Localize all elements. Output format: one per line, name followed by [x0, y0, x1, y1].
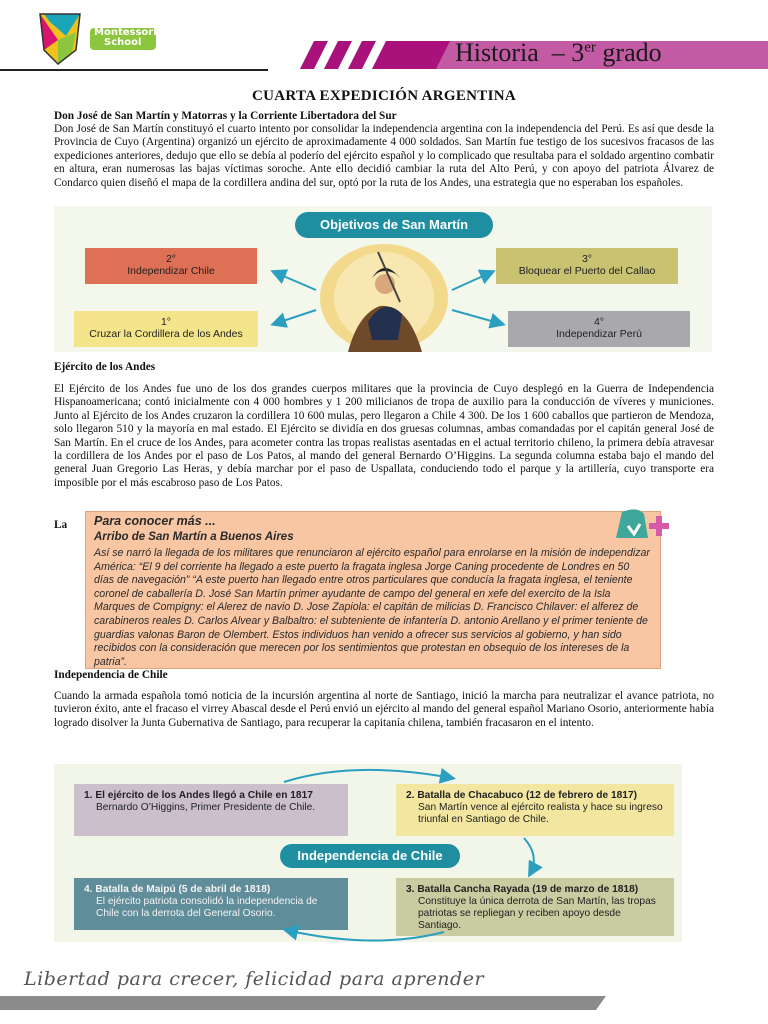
- info-box-title: Para conocer más ...: [94, 514, 216, 528]
- san-martin-portrait-icon: [318, 244, 450, 352]
- section-body-san-martin: Don José de San Martín constituyó el cuarto intento por consolidar la independencia argentina con la independencia del Perú. Es así que desde la Provincia de Cuyo (Argentina) organizó un ejército de aproximadamente 4 000 soldados. San Martín fue testigo de los sucesivos fracasos de las expediciones anteriores, dedujo que ello se debía al poderío del ejército español y lo complicado que resultaba para el soldado argentino combatir en altura, eran numerosas las bajas víctimas soroche. Ante ello decidió cambiar la ruta del Alto Perú, y con apoyo del patriota Álvarez de Condarco quien diseñó el mapa de la cordillera andina del sur, optó por la ruta de los Andes, una estrategia que no esperaban los españoles.: [54, 123, 714, 189]
- section-heading-san-martin: Don José de San Martín y Matorras y la Corriente Libertadora del Sur: [54, 110, 397, 122]
- flow-arrows: [54, 764, 682, 942]
- objective-box-2: 2° Independizar Chile: [85, 248, 257, 284]
- logo-text-line1: Montessori: [94, 27, 157, 38]
- section-heading-independencia: Independencia de Chile: [54, 669, 168, 681]
- objective-box-1: 1° Cruzar la Cordillera de los Andes: [74, 311, 258, 347]
- objectives-figure: [54, 206, 712, 352]
- objective-box-4: 4° Independizar Perú: [508, 311, 690, 347]
- header-rule: [0, 69, 268, 71]
- independence-figure: [54, 764, 682, 942]
- footer-bar: [0, 996, 768, 1010]
- page-header-title: Historia – 3er grado: [455, 38, 662, 67]
- info-box-subtitle: Arribo de San Martín a Buenos Aires: [94, 531, 294, 543]
- objectives-title: Objetivos de San Martín: [295, 212, 493, 238]
- logo-text-line2: School: [104, 37, 142, 48]
- info-box-body: Así se narró la llegada de los militares que renunciaron al ejército español para enrolarse en la misión de independizar América: “El 9 del corriente ha llegado a este puerto la fragata inglesa Jorge Caning procedente de Londres en 50 días de navegación” “A este puerto han llegado entre otros particulares que conducía la fragata inglesa, el teniente coronel de caballería D. José San Martín primer ayudante de campo del general en xefe del exercito de la Isla Marques de Compigny: el Alerez de navio D. Jose Zapiola: el capitán de milicias D. Francisco Chilaver: el alferez de carabineros reales D. Carlos Alvear y Balbaltro: el subteniente de infantería D. antonio Arellano y el primer teniente de guardias valonas Baron de Olembert. Estos individuos han venido a ofrecer sus servicios al gobierno, y han sido recibidos con la consideración que merecen por los sentimientos que protestan en obsequio de los intereses de la patria”.: [94, 547, 650, 668]
- doctor-plus-icon: [614, 508, 676, 538]
- independence-title: Independencia de Chile: [280, 844, 460, 868]
- footer-motto: Libertad para crecer, felicidad para aprender: [24, 968, 485, 990]
- section-heading-ejercito: Ejército de los Andes: [54, 361, 156, 373]
- step-box-1: 1. El ejército de los Andes llegó a Chile en 1817 Bernardo O’Higgins, Primer Presidente de Chile.: [74, 784, 348, 836]
- step-box-3: 3. Batalla Cancha Rayada (19 de marzo de 1818) Constituye la única derrota de San Martín, las tropas patriotas se repliegan y reciben apoyo desde Santiago.: [396, 878, 674, 936]
- objective-box-3: 3° Bloquear el Puerto del Callao: [496, 248, 678, 284]
- school-logo: [36, 10, 166, 66]
- step-box-2: 2. Batalla de Chacabuco (12 de febrero de 1817) San Martín vence al ejército realista y hace su ingreso triunfal en Santiago de Chile.: [396, 784, 674, 836]
- section-body-ejercito: El Ejército de los Andes fue uno de los dos grandes cuerpos militares que la provincia de Cuyo desplegó en la Guerra de Independencia Hispanoamericana; contó inicialmente con 4 000 hombres y 1 200 milicianos de tropa de auxilio para la conducción de víveres y municiones. Junto al Ejército de los Andes cruzaron la cordillera 10 600 mulas, pero llegaron a Chile 4 300. De los 1 600 caballos que partieron de Mendoza, solo llegaron 510 y la mayoría en mal estado. El Ejército se dividía en dos gruesas columnas, ambas comandadas por el capitán general José de San Martín. En el cruce de los Andes, para acometer contra las tropas realistas asentadas en el actual territorio chileno, la primera debía atravesar la cordillera de los Andes por el paso de Los Patos, al mando del general Bernardo O’Higgins. La segunda columna estaba bajo el mando del general Juan Gregorio Las Heras, y debía marchar por el paso de Uspallata, conduciendo todo el parque y la artillería, cuyo transporte era imposible por el más escabroso paso de Los Patos.: [54, 383, 714, 489]
- la-label: La: [54, 519, 68, 531]
- info-box: [85, 511, 661, 669]
- step-box-4: 4. Batalla de Maipú (5 de abril de 1818) El ejército patriota consolidó la independencia de Chile con la derrota del General Osorio.: [74, 878, 348, 930]
- page-title: CUARTA EXPEDICIÓN ARGENTINA: [252, 88, 516, 104]
- section-body-independencia: Cuando la armada española tomó noticia de la incursión argentina al norte de Santiago, inició la marcha para neutralizar el avance patriota, no tuvieron éxito, ante el fracaso el virrey Abascal desde el Perú envió un ejército al mando del general español Mariano Osorio, anteriormente había logrado disolver la Junta Gubernativa de Santiago, para recuperar la capitanía chilena, también fracasaron en el intento.: [54, 690, 714, 729]
